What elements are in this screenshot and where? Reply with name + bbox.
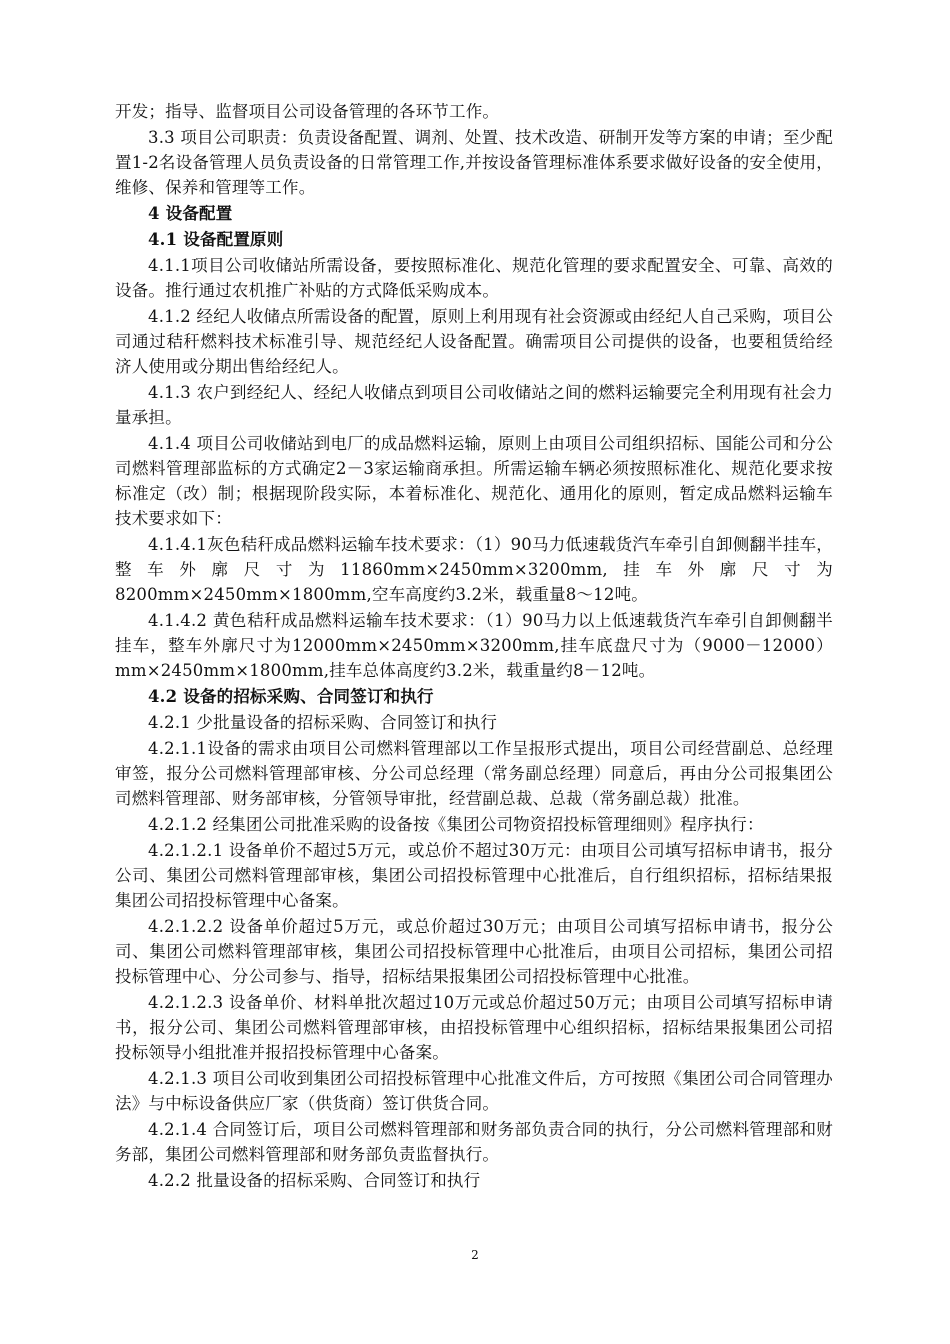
section-heading-4-2: 4.2 设备的招标采购、合同签订和执行: [148, 687, 434, 706]
paragraph-4-1-3: 4.1.3 农户到经纪人、经纪人收储点到项目公司收储站之间的燃料运输要完全利用现有社会力量承担。: [115, 383, 833, 427]
paragraph-3-3: 3.3 项目公司职责：负责设备配置、调剂、处置、技术改造、研制开发等方案的申请；至少配置1-2名设备管理人员负责设备的日常管理工作,并按设备管理标准体系要求做好设备的安全使用，维修、保养和管理等工作。: [115, 128, 833, 197]
paragraph-4-2-1-3: 4.2.1.3 项目公司收到集团公司招投标管理中心批准文件后，方可按照《集团公司合同管理办法》与中标设备供应厂家（供货商）签订供货合同。: [115, 1069, 833, 1113]
document-body: [115, 99, 833, 1194]
paragraph-4-1-4: 4.1.4 项目公司收储站到电厂的成品燃料运输，原则上由项目公司组织招标、国能公司和分公司燃料管理部监标的方式确定2－3家运输商承担。所需运输车辆必须按照标准化、规范化要求按标准定（改）制；根据现阶段实际，本着标准化、规范化、通用化的原则，暂定成品燃料运输车技术要求如下：: [115, 434, 833, 528]
paragraph-4-1-1: 4.1.1项目公司收储站所需设备，要按照标准化、规范化管理的要求配置安全、可靠、高效的设备。推行通过农机推广补贴的方式降低采购成本。: [115, 256, 833, 300]
paragraph-4-2-1-1: 4.2.1.1设备的需求由项目公司燃料管理部以工作呈报形式提出，项目公司经营副总、总经理审签，报分公司燃料管理部审核、分公司总经理（常务副总经理）同意后，再由分公司报集团公司燃料管理部、财务部审核，分管领导审批，经营副总裁、总裁（常务副总裁）批准。: [115, 739, 833, 808]
paragraph-4-2-1-2-2: 4.2.1.2.2 设备单价超过5万元，或总价超过30万元；由项目公司填写招标申请书，报分公司、集团公司燃料管理部审核，集团公司招投标管理中心批准后，由项目公司招标，集团公司招投标管理中心、分公司参与、指导，招标结果报集团公司招投标管理中心批准。: [115, 917, 833, 986]
page-number: 2: [471, 1248, 479, 1262]
paragraph-4-2-2: 4.2.2 批量设备的招标采购、合同签订和执行: [148, 1171, 481, 1190]
paragraph-4-2-1-2-1: 4.2.1.2.1 设备单价不超过5万元，或总价不超过30万元：由项目公司填写招标申请书，报分公司、集团公司燃料管理部审核，集团公司招投标管理中心批准后，自行组织招标，招标结果报集团公司招投标管理中心备案。: [115, 841, 833, 910]
paragraph-4-2-1-2-3: 4.2.1.2.3 设备单价、材料单批次超过10万元或总价超过50万元；由项目公司填写招标申请书，报分公司、集团公司燃料管理部审核，由招投标管理中心组织招标，招标结果报集团公司招投标领导小组批准并报招投标管理中心备案。: [115, 993, 833, 1062]
paragraph-4-1-4-1: 4.1.4.1灰色秸秆成品燃料运输车技术要求：（1）90马力低速载货汽车牵引自卸侧翻半挂车，整车外廓尺寸为11860mm×2450mm×3200mm,挂车外廓尺寸为8200mm×2450mm×1800mm,空车高度约3.2米，载重量8～12吨。: [115, 535, 833, 604]
section-heading-4-1: 4.1 设备配置原则: [148, 230, 284, 249]
paragraph-4-2-1: 4.2.1 少批量设备的招标采购、合同签订和执行: [148, 713, 498, 732]
paragraph-continuation: 开发；指导、监督项目公司设备管理的各环节工作。: [115, 102, 500, 121]
section-heading-4: 4 设备配置: [148, 204, 233, 223]
paragraph-4-1-4-2: 4.1.4.2 黄色秸秆成品燃料运输车技术要求：（1）90马力以上低速载货汽车牵引自卸侧翻半挂车，整车外廓尺寸为12000mm×2450mm×3200mm,挂车底盘尺寸为（9000－12000）mm×2450mm×1800mm,挂车总体高度约3.2米，载重量约8－12吨。: [115, 611, 833, 680]
paragraph-4-1-2: 4.1.2 经纪人收储点所需设备的配置，原则上利用现有社会资源或由经纪人自己采购，项目公司通过秸秆燃料技术标准引导、规范经纪人设备配置。确需项目公司提供的设备，也要租赁给经济人使用或分期出售给经纪人。: [115, 307, 833, 376]
paragraph-4-2-1-4: 4.2.1.4 合同签订后，项目公司燃料管理部和财务部负责合同的执行，分公司燃料管理部和财务部，集团公司燃料管理部和财务部负责监督执行。: [115, 1120, 833, 1164]
paragraph-4-2-1-2: 4.2.1.2 经集团公司批准采购的设备按《集团公司物资招投标管理细则》程序执行：: [148, 815, 764, 834]
